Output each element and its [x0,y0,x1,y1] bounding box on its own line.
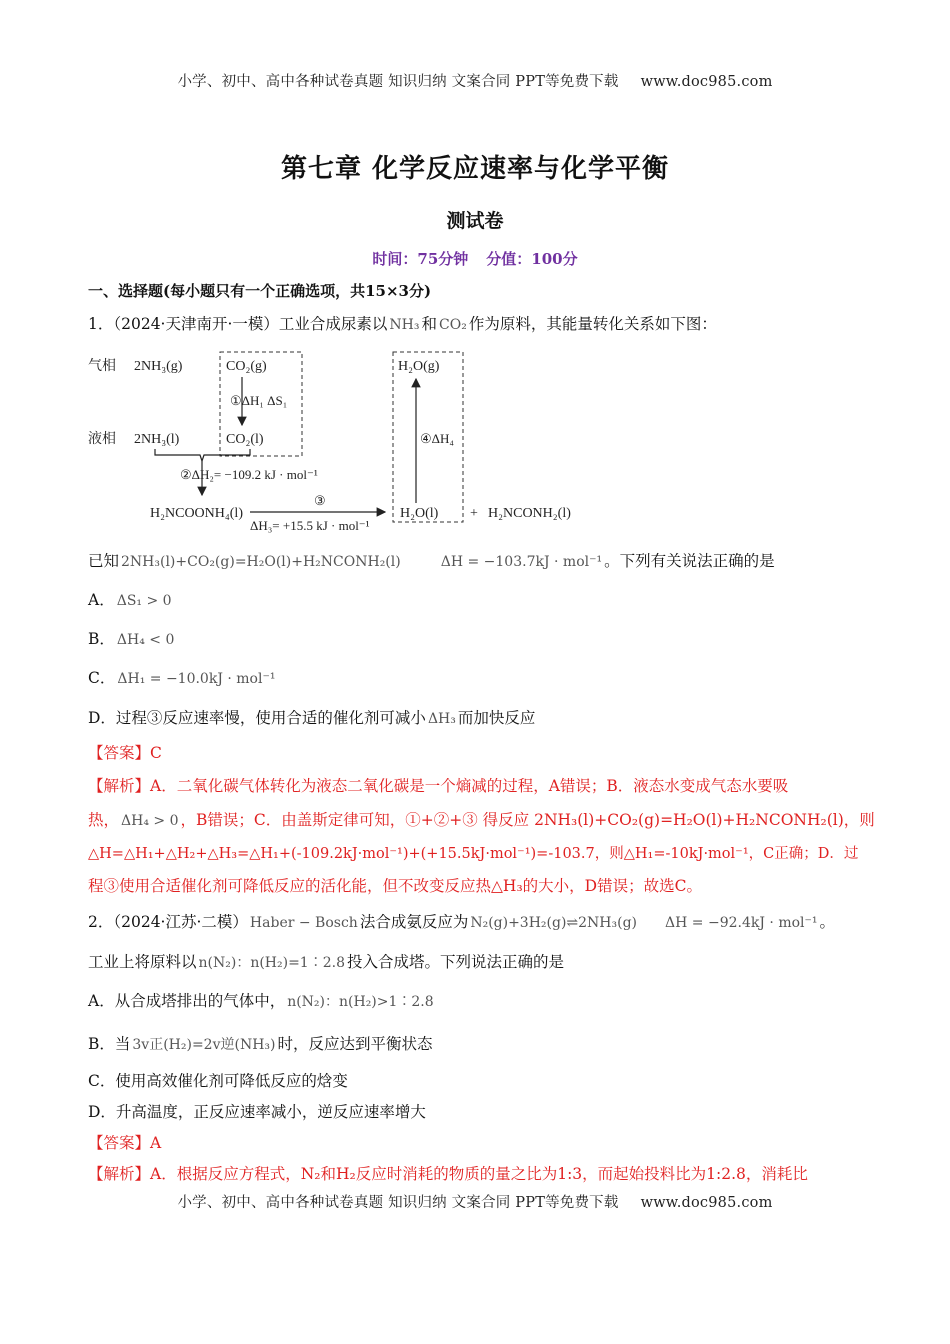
q1-formula-co2: CO₂ [439,317,467,333]
q1-known [88,551,775,572]
q1-stem-text-b: 作为原料，其能量转化关系如下图： [468,315,717,333]
q1-option-b[interactable] [88,629,176,650]
q2-stem [88,912,835,933]
q1-option-c-formula: ΔH₁ = −10.0kJ · mol⁻¹ [117,671,276,687]
q1-option-b-formula: ΔH₄ < 0 [116,632,175,648]
q2-option-d[interactable]: D．升高温度，正反应速率减小，逆反应速率增大 [88,1103,426,1121]
q2-line2-formula: n(N₂)：n(H₂)=1∶2.8 [198,955,345,971]
q2-option-b-text: B．当 [88,1035,131,1053]
step3-label: ΔH₃= +15.5 kJ · mol⁻¹ [250,518,370,533]
q1-analysis-line-2 [88,810,875,831]
option-label: C． [88,669,116,687]
q1-known-equation: 2NH₃(l)+CO₂(g)=H₂O(l)+H₂NCONH₂(l) [121,554,401,570]
h2o-liquid: H₂O(l) [400,506,439,521]
q2-line2-b: 投入合成塔。下列说法正确的是 [346,953,564,971]
page-subtitle: 测试卷 [446,210,504,232]
footer-url: www.doc985.com [640,1195,773,1211]
q1-stem-text-a: 1．（2024·天津南开·一模）工业合成尿素以 [88,315,388,333]
q2-line2-a: 工业上将原料以 [88,953,197,971]
page-title: 第七章 化学反应速率与化学平衡 [280,154,670,184]
header-url: www.doc985.com [640,74,773,90]
q1-analysis-formula: ΔH₄ > 0 [121,813,179,829]
page-footer [0,1191,950,1212]
q2-answer: 【答案】A [88,1134,162,1152]
nh3-liquid: 2NH₃(l) [134,432,180,447]
q1-option-a[interactable] [88,590,174,611]
q2-option-b-formula: 3v正(H₂)=2v逆(NH₃) [132,1037,276,1053]
q1-formula-nh3: NH₃ [389,317,420,333]
q2-formula-dh: ΔH = −92.4kJ · mol⁻¹ [665,915,818,931]
nh3-gas: 2NH₃(g) [134,359,183,374]
time-limit: 时间：75分钟 [372,250,469,268]
q2-stem-line-2 [88,952,564,973]
plus-sign: + [470,506,478,521]
q1-option-d-text: D．过程③反应速率慢，使用合适的催化剂可减小 [88,709,426,727]
q1-option-d-tail: 而加快反应 [457,709,536,727]
step2-label: ②ΔH₂= −109.2 kJ · mol⁻¹ [180,467,318,482]
q2-analysis-line-1: 【解析】A．根据反应方程式，N₂和H₂反应时消耗的物质的量之比为1:3，而起始投料比为1:2.8，消耗比 [88,1165,808,1183]
header-text: 小学、初中、高中各种试卷真题 知识归纳 文案合同 PPT等免费下载 [177,74,619,90]
q1-analysis-line-4: 程③使用合适催化剂可降低反应的活化能，但不改变反应热△H₃的大小，D错误；故选C。 [88,877,702,895]
q2-option-a[interactable] [88,991,436,1012]
score-total: 分值：100分 [486,250,578,268]
energy-diagram [80,345,600,535]
q2-option-a-text: A．从合成塔排出的气体中， [88,992,286,1010]
liquid-phase-label: 液相 [88,432,116,447]
q1-known-prefix: 已知 [88,552,120,570]
q2-formula-equation: N₂(g)+3H₂(g)⇌2NH₃(g) [470,915,638,931]
option-label: A． [88,591,115,609]
q1-analysis-2a: 热， [88,811,120,829]
q2-option-b-tail: 时，反应达到平衡状态 [277,1035,433,1053]
section-title: 一、选择题(每小题只有一个正确选项，共15×3分) [88,282,432,300]
q1-answer: 【答案】C [88,744,162,762]
q1-analysis-line-3: △H=△H₁+△H₂+△H₃=△H₁+(-109.2kJ·mol⁻¹)+(+15.5kJ·mol⁻¹)=-103.7，则△H₁=-10kJ·mol⁻¹，C正确；D．过 [88,846,859,862]
q2-stem-text-b: 法合成氨反应为 [359,913,469,931]
co2-gas: CO₂(g) [226,359,267,374]
q1-analysis-line-1: 【解析】A．二氧化碳气体转化为液态二氧化碳是一个熵减的过程，A错误；B．液态水变成气态水要吸 [88,777,789,795]
footer-text: 小学、初中、高中各种试卷真题 知识归纳 文案合同 PPT等免费下载 [177,1195,619,1211]
q1-stem [88,314,717,335]
q1-option-a-formula: ΔS₁ > 0 [116,593,172,609]
page-header [0,70,950,91]
q2-stem-end: 。 [819,913,836,931]
q1-known-dh: ΔH = −103.7kJ · mol⁻¹ [440,554,603,570]
q1-option-d-formula: ΔH₃ [427,711,456,727]
q1-option-c[interactable] [88,668,277,689]
q2-formula-process: Haber − Bosch [249,915,358,931]
gas-phase-label: 气相 [88,359,116,374]
time-info [0,248,950,269]
carbamate: H₂NCOONH₄(l) [150,506,243,521]
q1-stem-and: 和 [421,315,438,333]
q1-known-suffix: 。下列有关说法正确的是 [604,552,775,570]
h2o-gas: H₂O(g) [398,359,440,374]
step4-label: ④ΔH₄ [420,431,454,446]
co2-liquid: CO₂(l) [226,432,264,447]
step1-label: ①ΔH₁ ΔS₁ [230,393,288,408]
urea: H₂NCONH₂(l) [488,506,571,521]
combine-brace [155,449,250,461]
option-label: B． [88,630,115,648]
q2-option-b[interactable] [88,1034,433,1055]
q2-stem-text-a: 2．（2024·江苏·二模） [88,913,248,931]
q2-option-c[interactable]: C．使用高效催化剂可降低反应的焓变 [88,1072,348,1090]
step3-number: ③ [314,493,326,508]
q1-analysis-2b: ，B错误；C．由盖斯定律可知，①+②+③ 得反应 2NH₃(l)+CO₂(g)=H₂O(l)+H₂NCONH₂(l)，则 [180,811,875,829]
q1-option-d[interactable] [88,708,535,729]
q2-option-a-formula: n(N₂)：n(H₂)>1∶2.8 [287,994,434,1010]
